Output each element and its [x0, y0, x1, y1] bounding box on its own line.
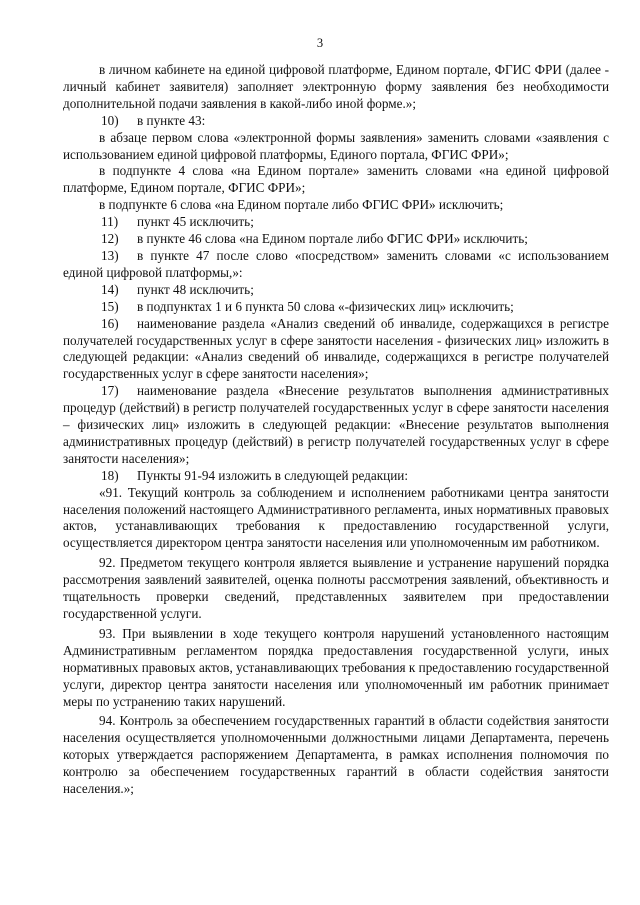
- item-number: 12): [101, 231, 119, 247]
- paragraph-item-17: 17) наименование раздела «Внесение результатов выполнения административных процедур (действий) в регистр получателей государственных услуг в сфере занятости населения – физических лиц» изложить в следующей редакции: «Внесение результатов выполнения административных процедур (действий) в регистр получателей государственных услуг в сфере занятости населения»;: [63, 383, 609, 466]
- paragraph-43-subitem-4: в подпункте 4 слова «на Едином портале» заменить словами «на единой цифровой платформе, Едином портале, ФГИС ФРИ»;: [63, 163, 609, 196]
- item-number: 11): [101, 214, 119, 230]
- item-number: 17): [101, 383, 119, 399]
- paragraph-item-15: 15) в подпунктах 1 и 6 пункта 50 слова «-физических лиц» исключить;: [101, 298, 514, 314]
- item-number: 10): [101, 112, 119, 128]
- item-number: 13): [101, 247, 119, 263]
- paragraph-item-13: 13) в пункте 47 после слово «посредством» заменить словами «с использованием единой цифровой платформы,»:: [63, 247, 609, 280]
- item-number: 15): [101, 298, 119, 314]
- paragraph-clause-93: 93. При выявлении в ходе текущего контроля нарушений установленного настоящим Административным регламентом порядка предоставления государственной услуги, иных нормативных правовых актов, устанавливающих требования к предоставлению государственной услуги, директор центра занятости населения или уполномоченный им работник принимает меры по устранению таких нарушений.: [63, 625, 609, 709]
- item-number: 16): [101, 315, 119, 331]
- paragraph-clause-94: 94. Контроль за обеспечением государственных гарантий в области содействия занятости населения осуществляется уполномоченными должностными лицами Департамента, перечень которых утверждается распоряжением Департамента, в рамках исполнения полномочия по контролю за обеспечением государственных гарантий в области содействия занятости населения.»;: [63, 713, 609, 797]
- item-number: 18): [101, 467, 119, 483]
- paragraph-43-first-abzac: в абзаце первом слова «электронной формы заявления» заменить словами «заявления с использованием единой цифровой платформы, Единого портала, ФГИС ФРИ»;: [63, 129, 609, 162]
- document-body: [63, 62, 609, 798]
- paragraph-item-18: 18) Пункты 91-94 изложить в следующей редакции:: [101, 467, 408, 483]
- paragraph-item-11: 11) пункт 45 исключить;: [101, 214, 254, 230]
- paragraph-clause-91: «91. Текущий контроль за соблюдением и исполнением работниками центра занятости населения положений настоящего Административного регламента, иных нормативных правовых актов, устанавливающих требования к предоставлению государственной услуги, осуществляется директором центра занятости населения или уполномоченным им работником.: [63, 484, 610, 551]
- paragraph-item-10: 10) в пункте 43:: [101, 112, 206, 128]
- paragraph-clause-92: 92. Предметом текущего контроля является выявление и устранение нарушений порядка рассмотрения заявлений заявителей, оценка полноты рассмотрения заявлений, объективность и тщательность проверки сведений, представленных заявителем при предоставлении государственной услуги.: [63, 555, 609, 621]
- page-number: 3: [316, 36, 324, 50]
- item-number: 14): [101, 281, 119, 297]
- paragraph-item-14: 14) пункт 48 исключить;: [101, 281, 254, 297]
- paragraph-item-16: 16) наименование раздела «Анализ сведений об инвалиде, содержащихся в регистре получателей государственных услуг в сфере занятости населения - физических лиц» изложить в следующей редакции: «Анализ сведений об инвалиде, содержащихся в регистре получателей государственных услуг в сфере занятости населения»;: [63, 315, 609, 382]
- paragraph-43-subitem-6: в подпункте 6 слова «на Едином портале либо ФГИС ФРИ» исключить;: [99, 197, 504, 213]
- paragraph-intro: в личном кабинете на единой цифровой платформе, Едином портале, ФГИС ФРИ (далее - личный кабинет заявителя) заполняет электронную форму заявления без необходимости дополнительной подачи заявления в какой-либо иной форме.»;: [63, 62, 609, 111]
- paragraph-item-12: 12) в пункте 46 слова «на Едином портале либо ФГИС ФРИ» исключить;: [101, 231, 528, 247]
